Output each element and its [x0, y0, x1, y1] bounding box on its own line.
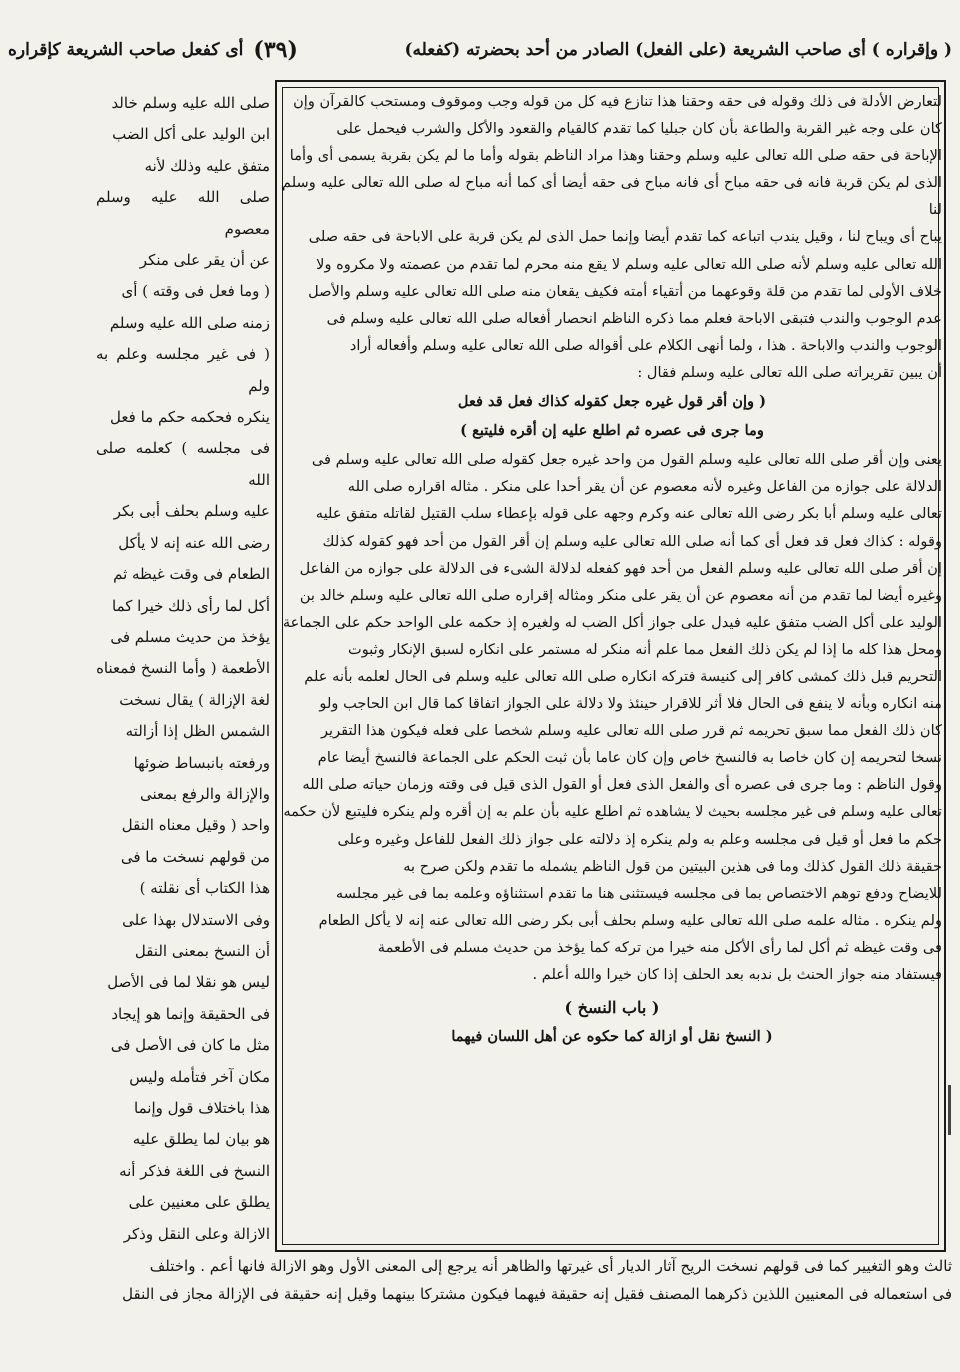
margin-line: النسخ فى اللغة فذكر أنه [119, 1161, 270, 1180]
margin-line: وفى الاستدلال بهذا على [122, 910, 270, 929]
page-header [8, 30, 952, 70]
main-line: أن يبين تقريراته صلى الله تعالى عليه وسلم فقال : [637, 363, 942, 381]
page-number: (٣٩) [253, 37, 298, 63]
margin-line: متفق عليه وذلك لأنه [144, 156, 270, 175]
margin-line: الشمس الظل إذا أزالته [125, 722, 270, 741]
header-center-text: ( وإقراره ) أى صاحب الشريعة (على الفعل) الصادر من أحد بحضرته (كفعله) [404, 40, 952, 60]
chapter-title: ( باب النسخ ) [564, 998, 660, 1018]
margin-line: ابن الوليد على أكل الضب [112, 125, 270, 144]
header-left-text: أى كفعل صاحب الشريعة كإقراره [8, 40, 244, 60]
poem-verse: ( وإن أقر قول غيره جعل كقوله كذاك فعل قد فعل [457, 393, 767, 411]
margin-line: زمنه صلى الله عليه وسلم [109, 313, 270, 332]
main-line: الوجوب والندب والاباحة . هذا ، ولما أنهى الكلام على أقواله صلى الله تعالى عليه وسلم وأفعاله أراد [349, 336, 942, 354]
main-line: وقول الناظم : وما جرى فى عصره أى والفعل الذى فعل أو القول الذى قيل فى وقته وزمان حياته صلى الله [302, 776, 942, 794]
main-line: لتعارض الأدلة فى ذلك وقوله فى حقه وحقنا هذا تنازع فيه كل من قوله وجب وموقوف ومستحب كالقرآن وإن [293, 93, 942, 110]
margin-line: مثل ما كان فى الأصل فى [110, 1036, 270, 1055]
main-line: عدم الوجوب والندب فتبقى الاباحة فعلم مما ذكره الناظم انحصار أفعاله صلى الله تعالى عليه وسلم فى [326, 309, 942, 327]
poem-verse: وما جرى فى عصره ثم اطلع عليه إن أقره فليتبع ) [460, 422, 764, 440]
footer-line: فى استعماله فى المعنيين اللذين ذكرهما المصنف فقيل إنه حقيقة فيهما فيكون مشتركا بينهما وقيل إنه حقيقة فى الإزالة مجاز فى النقل [122, 1285, 952, 1303]
main-line: منه انكاره وبأنه لا ينفع فى الحال فلا أثر للاقرار حينئذ ولا دلالة على الجواز اتفاقا كما قال ابن الحاجب ولو [319, 695, 942, 713]
main-text-column [282, 88, 942, 1246]
margin-line: واحد ( وقيل معناه النقل [121, 816, 270, 835]
margin-line: والإزالة والرفع بمعنى [139, 784, 270, 803]
main-line: الإباحة فى حقه صلى الله تعالى عليه وسلم وحقنا وهذا مراد الناظم بقوله وأما ما لم يكن بقربة يسمى أى وأما [289, 147, 942, 165]
scan-edge-mark [948, 1085, 951, 1135]
poem-verse: ( النسخ نقل أو ازالة كما حكوه عن أهل اللسان فيهما [451, 1028, 773, 1046]
margin-line: يطلق على معنيين على [128, 1193, 270, 1212]
main-line: تعالى عليه وسلم أبا بكر رضى الله تعالى عنه وكرم وجهه على قوله بإعطاء سلب القتيل لقاتله متفق عليه [315, 505, 942, 523]
main-line: تعالى عليه وسلم فى غير مجلسه بحيث لا يشاهده ثم اطلع عليه بأن علم به إن أقره ولم ينكره فليتبع لأن حكمه [283, 803, 942, 821]
margin-line: ورفعته بانبساط ضوئها [133, 753, 270, 772]
main-line: وغيره أيضا لما تقدم من أنه معصوم عن أن يقر على منكر ومثاله إقراره صلى الله تعالى عليه وسلم خالد بن [299, 586, 942, 604]
margin-line: لغة الإزالة ) يقال نسخت [119, 690, 270, 709]
margin-line: هذا الكتاب أى نقلته ) [139, 879, 270, 898]
commentary-margin [96, 88, 270, 1248]
main-line: وقوله : كذاك فعل قد فعل أى كما أنه صلى الله تعالى عليه وسلم إن أقر القول من أحد فهو كقوله كذلك [322, 532, 942, 550]
margin-line: يؤخذ من حديث مسلم فى [110, 627, 270, 646]
margin-line: ( فى غير مجلسه وعلم به ولم [96, 345, 270, 395]
main-line: خلاف الأولى لما تقدم من قلة وقوعهما من أتقياء أمته فكيف يقعان منه صلى الله تعالى عليه وسلم والأصل [308, 282, 942, 300]
margin-line: رضى الله عنه إنه لا يأكل [118, 533, 270, 552]
margin-line: ( وما فعل فى وقته ) أى [121, 282, 270, 301]
margin-line: هذا باختلاف قول وإنما [134, 1099, 270, 1117]
main-line: حقيقة ذلك القول كذلك وما فى هذين البيتين من قول الناظم يشمله ما تقدم ولكن صرح به [403, 857, 942, 875]
margin-line: من قولهم نسخت ما فى [120, 847, 270, 866]
margin-line: عن أن يقر على منكر [139, 251, 270, 270]
margin-line: الطعام فى وقت غيظه ثم [113, 565, 270, 584]
main-line: حكم ما فعل أو قيل فى مجلسه وعلم به ولم ينكره إذ دلالته على جواز ذلك الفعل للفاعل وغيره وعلى [337, 830, 942, 848]
margin-line: فى مجلسه ) كعلمه صلى الله [96, 439, 270, 489]
main-line: التحريم قبل ذلك كمشى كافر إلى كنيسة فتركه انكاره صلى الله تعالى عليه وسلم فى الحال لعلمه بأنه علم [304, 667, 942, 685]
margin-line: الأطعمة ( وأما النسخ فمعناه [96, 659, 270, 678]
main-line: يباح أى ويباح لنا ، وقيل يندب اتباعه كما تقدم أيضا وإنما حمل الذى لم يكن قربة على الاباحة فى حقه صلى [308, 228, 942, 246]
margin-line: ليس هو نقلا لما فى الأصل [107, 973, 270, 992]
margin-line: صلى الله عليه وسلم خالد [111, 94, 270, 112]
main-line: إن أقر صلى الله تعالى عليه وسلم الفعل من أحد فهو كفعله لدلالة الشىء فى الدلالة على جوازه من الفاعل [299, 559, 942, 577]
margin-line: عليه وسلم بحلف أبى بكر [113, 502, 270, 521]
main-line: الدلالة على جوازه من الفاعل وغيره لأنه معصوم عن أن يقر أحدا على منكر . مثاله اقراره صلى الله [347, 478, 942, 496]
main-line: فى وقت غيظه ثم أكل لما رأى الأكل منه خيرا من تركه كما يؤخذ من حديث مسلم فى الأطعمة [377, 938, 942, 956]
margin-line: أن النسخ بمعنى النقل [134, 941, 270, 960]
main-line: كان على وجه غير القربة والطاعة بأن كان جبليا كما تقدم كالقيام والقعود والأكل والشرب فيحمل على [336, 120, 942, 138]
margin-line: فى الحقيقة وإنما هو إيجاد [111, 1004, 270, 1023]
margin-line: صلى الله عليه وسلم معصوم [96, 188, 270, 238]
margin-line: الازالة وعلى النقل وذكر [123, 1224, 270, 1243]
margin-line: أكل لما رأى ذلك خيرا كما [112, 596, 270, 615]
footer-line: ثالث وهو التغيير كما فى قولهم نسخت الريح آثار الديار أى غيرتها والظاهر أنه يرجع إلى المعنى الأول وهو الازالة فانها أعم . واختلف [149, 1257, 952, 1275]
main-line: الوليد على أكل الضب متفق عليه فيدل على جواز أكل الضب له ولغيره إذ حكمه على الواحد حكم على الجماعة [282, 613, 942, 631]
main-line: الذى لم يكن قربة فانه فى حقه مباح أى فانه مباح فى حقه أيضا أى كما أنه مباح له صلى الله تعالى عليه وسلم لنا [282, 174, 942, 219]
margin-line: ينكره فحكمه حكم ما فعل [110, 408, 270, 427]
main-line: فيستفاد منه جواز الحنث بل ندبه بعد الحلف إذا كان خيرا والله أعلم . [532, 966, 942, 983]
main-line: للايضاح ودفع توهم الاختصاص بما فى مجلسه فيستثنى هنا ما تقدم استثناؤه وعلمه بما فى غير مجلسه [335, 884, 942, 902]
footer-commentary [8, 1252, 952, 1368]
margin-line: هو بيان لما يطلق عليه [132, 1130, 270, 1149]
main-line: ولم ينكره . مثاله علمه صلى الله تعالى عليه وسلم بحلف أبى بكر رضى الله تعالى عنه إنه لا يأكل الطعام [318, 911, 942, 929]
main-line: ومحل هذا كله ما إذا لم يكن ذلك الفعل مما علم أنه منكر له مستمر على انكاره لسبق الإنكار وثبوت [347, 640, 942, 658]
main-line: الله تعالى عليه وسلم لأنه صلى الله تعالى عليه وسلم لا يقع منه محرم لما تقدم من عصمته ولا مكروه ولا [316, 255, 942, 273]
main-line: نسخا لتحريمه إن كان خاصا به فالنسخ خاص وإن كان عاما بأن ثبت الحكم على الجماعة فالنسخ أيضا عام [317, 749, 942, 767]
main-line: يعنى وإن أقر صلى الله تعالى عليه وسلم القول من واحد غيره جعل كقوله صلى الله تعالى عليه وسلم فى [311, 451, 942, 469]
main-line: كان ذلك الفعل مما سبق تحريمه ثم قرر صلى الله تعالى عليه وسلم شخصا على فعله فيكون هذا التقرير [320, 722, 942, 740]
margin-line: مكان آخر فتأمله وليس [129, 1067, 270, 1086]
